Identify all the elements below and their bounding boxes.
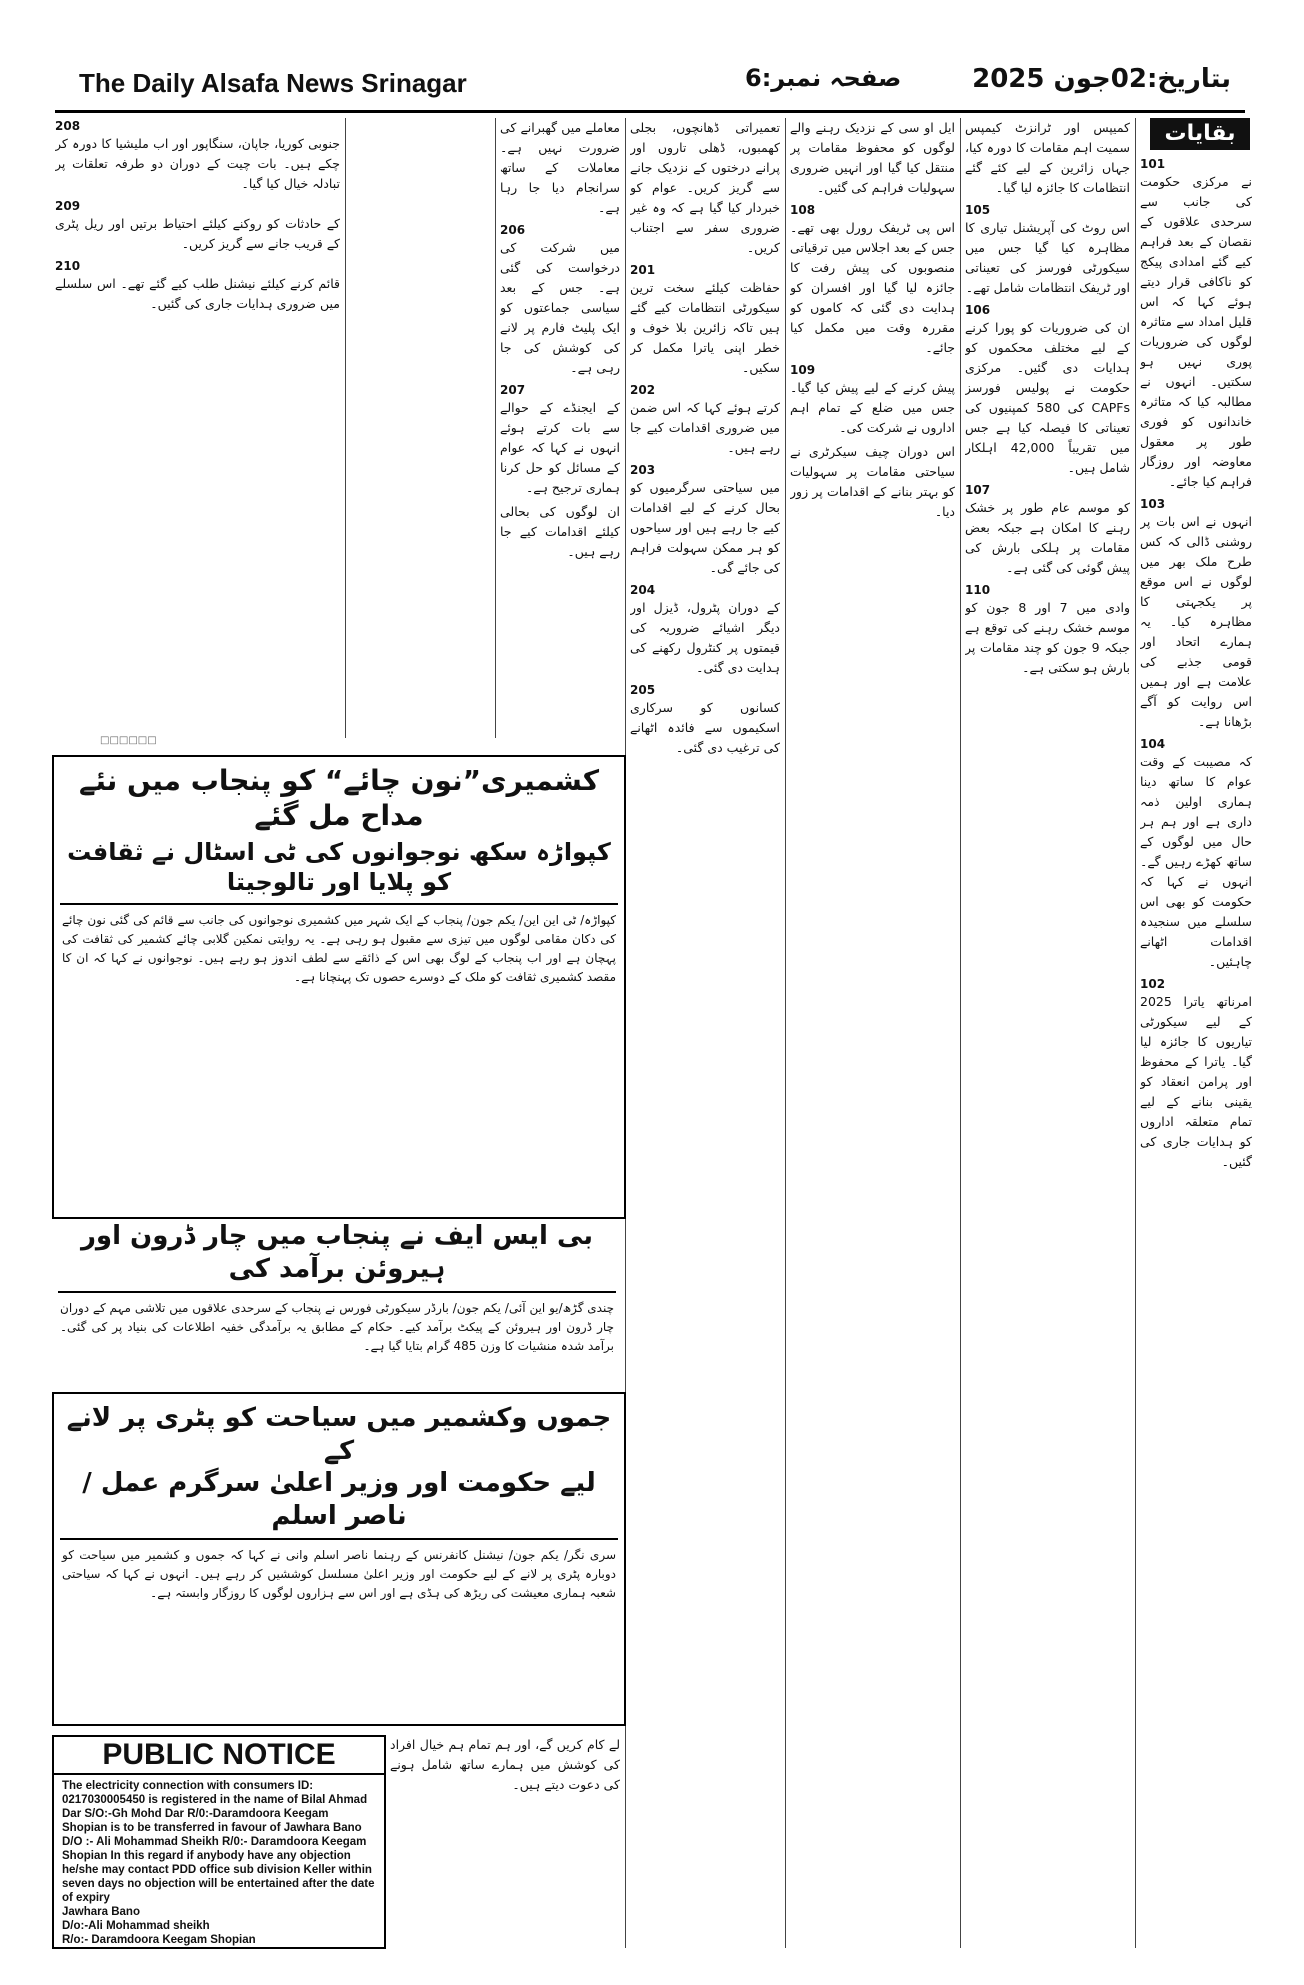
item-text: جنوبی کوریا، جاپان، سنگاپور اور اب ملیشیا کا دورہ کر چکے ہیں۔ بات چیت کے دوران دو طرفہ تعلقات پر تبادلہ خیال کیا گیا۔ [55,136,340,191]
item-number: 103 [1140,497,1166,511]
public-notice [52,1735,386,1949]
item-number: 202 [630,383,656,397]
item-text: میں سیاحتی سرگرمیوں کو بحال کرنے کے لیے اقدامات کیے جا رہے ہیں اور سیاحوں کو ہر ممکن سہولت فراہم کی جائے گی۔ [630,480,780,575]
notice-address: R/o:- Daramdoora Keegam Shopian [62,1934,256,1946]
item-text: میں شرکت کی درخواست کی گئی ہے۔ جس کے بعد سیاسی جماعتوں کو ایک پلیٹ فارم پر لانے کی کوشش کی جا رہی ہے۔ [500,240,620,375]
item-text: معاملے میں گھبرانے کی ضرورت نہیں ہے۔ معاملات کے ساتھ سرانجام دیا جا رہا ہے۔ [500,120,620,215]
column-baqiyat-2 [965,118,1130,1948]
item-number: 110 [965,583,991,597]
item-text: نے مرکزی حکومت کی جانب سے سرحدی علاقوں کے نقصان کے بعد فراہم کیے گئے امدادی پیکج کو ناکافی قرار دیتے ہوئے کہا کہ اس قلیل امداد سے متاثرہ لوگوں کی ضروریات پوری نہیں ہو سکتیں۔ انہوں نے مطالبہ کیا کہ متاثرہ خاندانوں کو فوری طور پر معقول معاوضہ اور روزگار فراہم کیا جائے۔ [1140,174,1252,489]
story-subheadline: کپواڑہ سکھ نوجوانوں کی ٹی اسٹال نے ثقافت کو پلایا اور تالوجیتا [67,838,611,896]
item-number: 204 [630,583,656,597]
item-text: کے حادثات کو روکنے کیلئے احتیاط برتیں اور ریل پٹری کے قریب جانے سے گریز کریں۔ [55,216,340,251]
item-text: ایل او سی کے نزدیک رہنے والے لوگوں کو محفوظ مقامات پر منتقل کیا گیا اور انہیں ضروری سہولیات فراہم کی گئیں۔ [790,120,955,195]
column-baqiyat-1 [1140,156,1252,1946]
story-headline: کشمیری”نون چائے“ کو پنجاب میں نئے مداح مل گئے [78,764,600,832]
item-number: 105 [965,203,991,217]
issue-date: بتاریخ:02جون 2025 [972,64,1231,94]
item-text: اس روٹ کی آپریشنل تیاری کا مظاہرہ کیا گیا جس میں سیکورٹی فورسز کی تعیناتی اور ٹریفک انتظامات شامل تھے۔ [965,220,1130,295]
item-number: 206 [500,223,526,237]
column-baqiyat-6 [55,118,340,738]
notice-side-text [390,1735,620,1945]
story-headline-2: لیے حکومت اور وزیر اعلیٰ سرگرم عمل / ناصر اسلم [82,1468,596,1531]
column-baqiyat-4 [630,118,780,1948]
small-ad-placeholder: □□□□□□ [100,735,157,746]
story-tourism [52,1392,626,1726]
story-body: کپواڑہ/ ٹی این این/ یکم جون/ پنجاب کے ایک شہر میں کشمیری نوجوانوں کی جانب سے قائم کی گئی نون چائے کی دکان مقامی لوگوں میں تیزی سے مقبول ہو رہی ہے۔ یہ روایتی نمکین گلابی چائے کشمیر کی ثقافت کی پہچان ہے اور اب پنجاب کے لوگ بھی اس کے ذائقے سے لطف اندوز ہو رہے ہیں۔ نوجوانوں نے کہا کہ ان کا مقصد کشمیری ثقافت کو ملک کے دوسرے حصوں تک پہنچانا ہے۔ [62,913,616,984]
divider [58,1291,616,1293]
item-number: 207 [500,383,526,397]
item-number: 101 [1140,157,1166,171]
story-body: چندی گڑھ/یو این آئی/ یکم جون/ بارڈر سیکورٹی فورس نے پنجاب کے سرحدی علاقوں میں تلاشی مہم کے دوران چار ڈرون اور ہیروئن کے پیکٹ برآمد کیے۔ حکام کے مطابق یہ برآمدگی خفیہ اطلاعات کی بنیاد پر کی گئی۔ برآمد شدہ منشیات کا وزن 485 گرام بتایا گیا ہے۔ [60,1301,614,1353]
item-text: قائم کرنے کیلئے نیشنل طلب کیے گئے تھے۔ اس سلسلے میں ضروری ہدایات جاری کی گئیں۔ [55,276,340,311]
notice-parentage: D/o:-Ali Mohammad sheikh [62,1920,210,1932]
item-text: وادی میں 7 اور 8 جون کو موسم خشک رہنے کی توقع ہے جبکہ 9 جون کو چند مقامات پر بارش ہو سکتی ہے۔ [965,600,1130,675]
item-text: اس پی ٹریفک رورل بھی تھے۔ جس کے بعد اجلاس میں ترقیاتی منصوبوں کی پیش رفت کا جائزہ لیا گیا اور افسران کو ہدایت دی گئی کہ کاموں کو مقررہ وقت میں مکمل کیا جائے۔ [790,220,955,355]
section-label-baqiyat: بقایات [1150,118,1250,150]
item-number: 209 [55,199,81,213]
notice-body [54,1775,384,1951]
item-text: کے دوران پٹرول، ڈیزل اور دیگر اشیائے ضروریہ کی قیمتوں پر کنٹرول رکھنے کی ہدایت دی گئی۔ [630,600,780,675]
item-text: امرناتھ یاترا 2025 کے لیے سیکورٹی تیاریوں کا جائزہ لیا گیا۔ یاترا کے محفوظ اور پرامن انعقاد کو یقینی بنانے کے لیے تمام متعلقہ اداروں کو ہدایات جاری کی گئیں۔ [1140,994,1252,1169]
masthead [55,60,1245,113]
column-rule [345,118,346,738]
page-number: صفحہ نمبر:6 [745,64,902,92]
story-noon-chai [52,755,626,1219]
item-text: ان لوگوں کی بحالی کیلئے اقدامات کیے جا رہے ہیں۔ [500,504,620,559]
column-rule [960,118,961,1948]
notice-title: PUBLIC NOTICE [54,1737,384,1775]
story-bsf-drones [52,1220,622,1380]
item-number: 205 [630,683,656,697]
story-headline: جموں وکشمیر میں سیاحت کو پٹری پر لانے کے [66,1403,612,1466]
item-text: اس دوران چیف سیکرٹری نے سیاحتی مقامات پر سہولیات کو بہتر بنانے کے اقدامات پر زور دیا۔ [790,444,955,519]
item-text: تعمیراتی ڈھانچوں، بجلی کھمبوں، ڈھلی تاروں اور پرانے درختوں کے نزدیک جانے سے گریز کریں۔ عوام کو خبردار کیا گیا ہے کہ وہ غیر ضروری سفر سے اجتناب کریں۔ [630,120,780,255]
item-number: 208 [55,119,81,133]
column-rule [785,118,786,1948]
item-number: 104 [1140,737,1166,751]
item-text: کہ مصیبت کے وقت عوام کا ساتھ دینا ہماری اولین ذمہ داری ہے اور ہم ہر حال میں لوگوں کے ساتھ کھڑے رہیں گے۔ انہوں نے کہا کہ حکومت کو بھی اس سلسلے میں سنجیدہ اقدامات اٹھانے چاہئیں۔ [1140,754,1252,969]
item-number: 108 [790,203,816,217]
divider [60,903,618,905]
divider [60,1538,618,1540]
item-text: ان کی ضروریات کو پورا کرنے کے لیے مختلف محکموں کو ہدایات دی گئیں۔ مرکزی حکومت نے پولیس فورسز CAPFs کی 580 کمپنیوں کی تعیناتی کا فیصلہ کیا ہے جس میں تقریباً 42,000 اہلکار شامل ہیں۔ [965,320,1130,475]
column-rule [495,118,496,738]
story-body: سری نگر/ یکم جون/ نیشنل کانفرنس کے رہنما ناصر اسلم وانی نے کہا کہ جموں و کشمیر میں سیاحت کو دوبارہ پٹری پر لانے کے لیے حکومت اور وزیر اعلیٰ مسلسل کوششیں کر رہے ہیں۔ انہوں نے کہا کہ سیاحتی شعبہ ہماری معیشت کی ریڑھ کی ہڈی ہے اور اس سے ہزاروں لوگوں کا روزگار وابستہ ہے۔ [62,1548,616,1600]
item-text: کمیپس اور ٹرانزٹ کیمپس سمیت اہم مقامات کا دورہ کیا، جہاں زائرین کے لیے کئے گئے انتظامات کا جائزہ لیا گیا۔ [965,120,1130,195]
item-text: پیش کرنے کے لیے پیش کیا گیا۔ جس میں ضلع کے تمام اہم اداروں نے شرکت کی۔ [790,380,955,435]
item-text: انہوں نے اس بات پر روشنی ڈالی کہ کس طرح ملک بھر میں لوگوں نے اس موقع پر یکجہتی کا مظاہرہ کیا۔ یہ ہمارے اتحاد اور قومی جذبے کی علامت ہے اور ہمیں اس روایت کو آگے بڑھانا ہے۔ [1140,514,1252,729]
column-baqiyat-5 [500,118,620,738]
item-text: کو موسم عام طور پر خشک رہنے کا امکان ہے جبکہ بعض مقامات پر ہلکی بارش کی پیش گوئی کی گئی ہے۔ [965,500,1130,575]
newspaper-title: The Daily Alsafa News Srinagar [79,68,467,98]
item-text: حفاظت کیلئے سخت ترین سیکورٹی انتظامات کیے گئے ہیں تاکہ زائرین بلا خوف و خطر اپنی یاترا مکمل کر سکیں۔ [630,280,780,375]
notice-text: The electricity connection with consumers ID: 0217030005450 is registered in the name of Bilal Ahmad Dar S/O:-Gh Mohd Dar R/0:-Daramdoora Keegam Shopian is to be transferred in favour of Jawhara Bano D/O :- Ali Mohammad Sheikh R/0:- Daramdoora Keegam Shopian In this regard if anybody have any objection he/she may contact PDD office sub division Keller within seven days no objection will be entertained after the date of expiry [62,1780,375,1904]
story-headline: بی ایس ایف نے پنجاب میں چار ڈرون اور ہیروئن برآمد کی [80,1221,594,1284]
item-number: 203 [630,463,656,477]
item-text: لے کام کریں گے، اور ہم تمام ہم خیال افراد کی کوشش میں ہمارے ساتھ شامل ہونے کی دعوت دیتے ہیں۔ [390,1737,620,1792]
item-text: کرتے ہوئے کہا کہ اس ضمن میں ضروری اقدامات کیے جا رہے ہیں۔ [630,400,780,455]
item-number: 109 [790,363,816,377]
column-rule [1135,118,1136,1948]
item-text: کسانوں کو سرکاری اسکیموں سے فائدہ اٹھانے کی ترغیب دی گئی۔ [630,700,780,755]
item-number: 107 [965,483,991,497]
item-number: 106 [965,303,991,317]
item-number: 102 [1140,977,1166,991]
item-text: کے ایجنڈے کے حوالے سے بات کرتے ہوئے انہوں نے کہا کہ عوام کے مسائل کو حل کرنا ہماری ترجیح ہے۔ [500,400,620,495]
item-number: 201 [630,263,656,277]
notice-signatory: Jawhara Bano [62,1906,140,1918]
item-number: 210 [55,259,81,273]
column-baqiyat-3 [790,118,955,1948]
